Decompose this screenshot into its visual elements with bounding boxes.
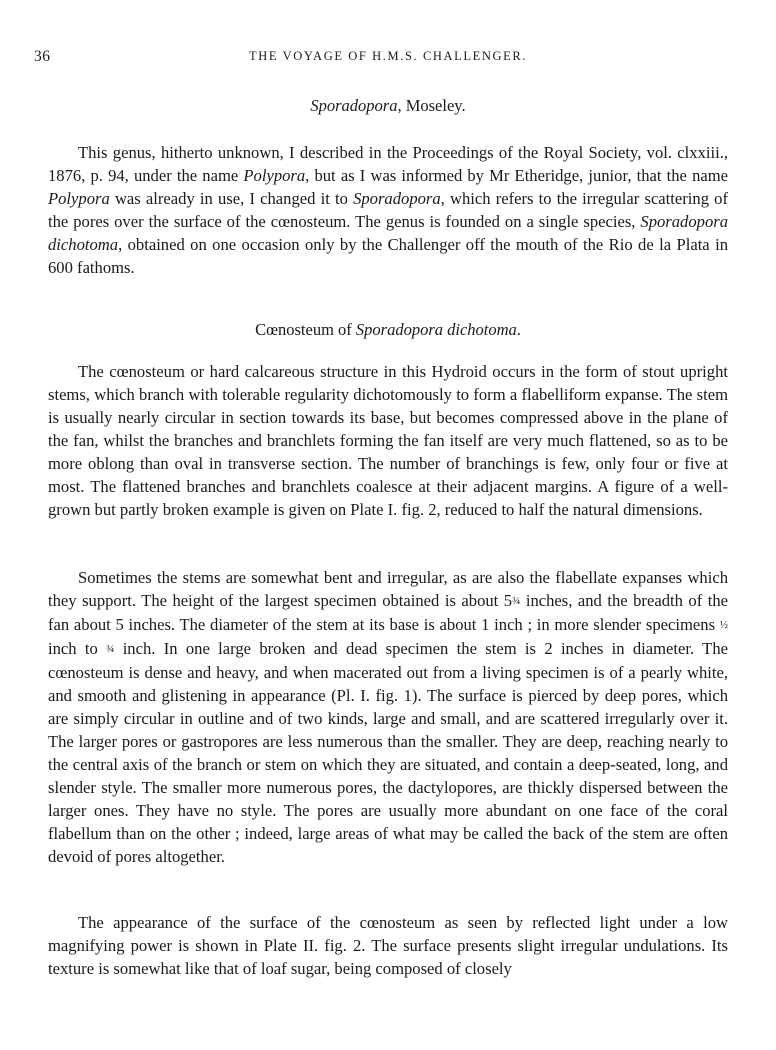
paragraph-surface-appearance: The appearance of the surface of the cœnosteum as seen by reflected light under a low magnifying power is shown in Plate II. fig. 2. The surface presents slight irregular undulations. Its texture is somewhat like that of loaf sugar, being composed of closely bbox=[48, 913, 728, 978]
text-run: , but as I was informed by Mr Etheridge, junior, that the name bbox=[305, 166, 729, 185]
coenosteum-heading bbox=[48, 320, 728, 340]
fraction: ¾ bbox=[106, 643, 115, 655]
paragraph-coenosteum-form: The cœnosteum or hard calcareous structure in this Hydroid occurs in the form of stout upright stems, which branch with tolerable regularity dichotomously to form a flabelliform expanse. The stem is usually nearly circular in section towards its base, but becomes compressed above in the plane of the fan, whilst the branches and branchlets forming the fan itself are very much flattened, so as to be more oblong than oval in transverse section. The number of branchings is few, only four or five at most. The flattened branches and branchlets coalesce at their adjacent margins. A figure of a well-grown but partly broken example is given on Plate I. fig. 2, reduced to half the natural dimensions. bbox=[48, 362, 728, 519]
fraction: ½ bbox=[719, 619, 728, 631]
running-title: THE VOYAGE OF H.M.S. CHALLENGER. bbox=[248, 49, 528, 63]
text-run: was already in use, I changed it to bbox=[109, 189, 354, 208]
text-run: , which refers to the irregular scattering of the pores over the surface of the cœnosteum. The genus is founded on a single species, bbox=[48, 189, 728, 231]
text-run: inch to bbox=[48, 639, 107, 658]
subheading-species: Sporadopora dichotoma bbox=[355, 320, 517, 339]
text-run: inches, and the breadth of the fan about 5 inches. The diameter of the stem at its base is about 1 inch ; in more slender specimens bbox=[48, 591, 728, 634]
genus-heading bbox=[48, 96, 728, 116]
italic-run: Polypora bbox=[243, 166, 306, 185]
paragraph-stem-dimensions bbox=[48, 566, 728, 868]
genus-authority: , Moseley. bbox=[397, 96, 466, 115]
text-run: This genus, hitherto unknown, I described in the Proceedings of the Royal Society, vol. clxxiii., 1876, p. 94, under the name bbox=[48, 143, 728, 185]
text-run: inch. In one large broken and dead specimen the stem is 2 inches in diameter. The cœnosteum is dense and heavy, and when macerated out from a living specimen is of a pearly white, and smooth and glistening in appearance (Pl. I. fig. 1). The surface is pierced by deep pores, which are simply circular in outline and of two kinds, large and small, and are scattered irregularly over it. The larger pores or gastropores are less numerous than the smaller. They are deep, reaching nearly to the central axis of the branch or stem on which they are situated, and contain a deep-seated, long, and slender style. The smaller more numerous pores, the dactylopores, are thickly dispersed between the larger ones. They have no style. The pores are usually more abundant on one face of the coral flabellum than on the other ; indeed, large areas of what may be called the back of the stem are often devoid of pores altogether. bbox=[48, 639, 728, 866]
genus-name: Sporadopora bbox=[310, 96, 398, 115]
running-head bbox=[34, 48, 728, 70]
page-number: 36 bbox=[34, 48, 51, 65]
subheading-prefix: Cœnosteum of bbox=[255, 320, 356, 339]
fraction: ¾ bbox=[512, 595, 521, 607]
italic-run: Sporadopora bbox=[353, 189, 441, 208]
book-page bbox=[34, 0, 729, 1050]
italic-run: Sporadopora dichotoma bbox=[48, 212, 728, 254]
text-run: Sometimes the stems are somewhat bent and irregular, as are also the flabellate expanses which they support. The height of the largest specimen obtained is about 5 bbox=[48, 568, 728, 610]
paragraph-genus-description bbox=[48, 141, 728, 279]
subheading-suffix: . bbox=[516, 320, 521, 339]
italic-run: Polypora bbox=[48, 189, 110, 208]
text-run: , obtained on one occasion only by the Challenger off the mouth of the Rio de la Plata in 600 fathoms. bbox=[48, 235, 728, 277]
